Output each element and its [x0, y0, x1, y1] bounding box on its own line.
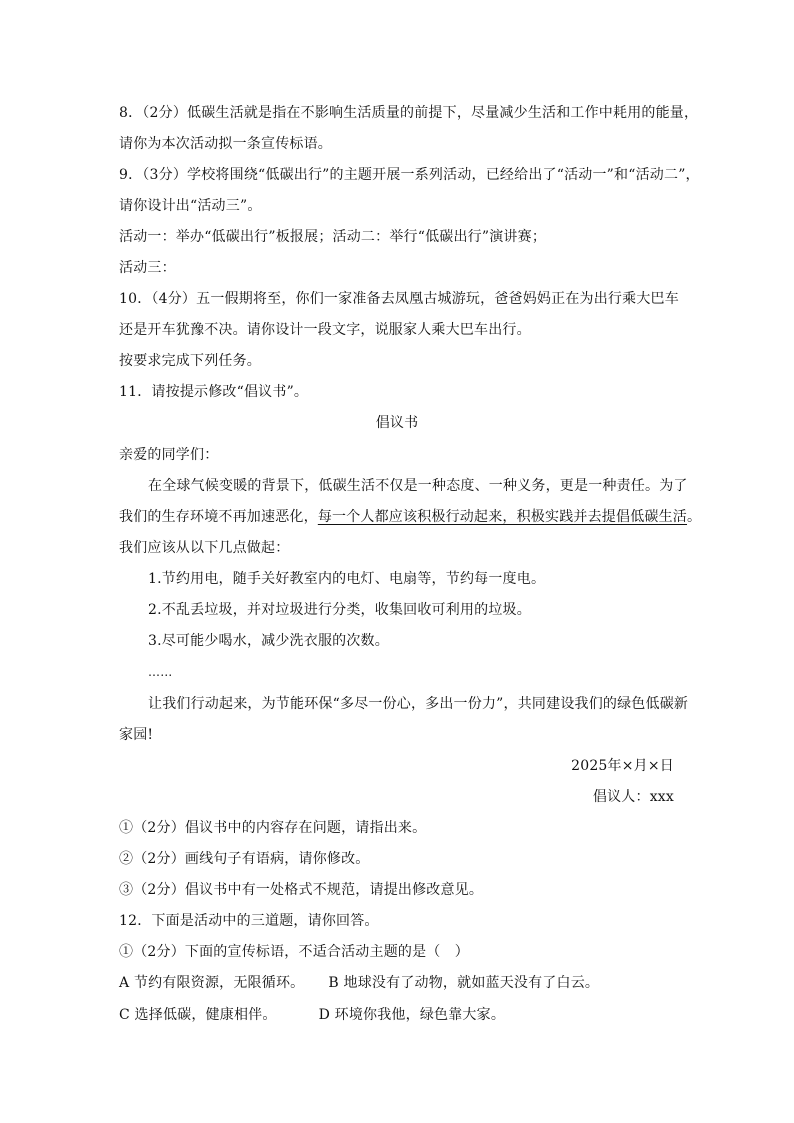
- letter-item-2: 2.不乱丢垃圾，并对垃圾进行分类，收集回收可利用的垃圾。: [148, 602, 531, 618]
- q9-line2: 请你设计出“活动三”。: [119, 198, 262, 214]
- q11-sub1: ①（2分）倡议书中的内容存在问题，请指出来。: [119, 820, 427, 836]
- q10-line2: 还是开车犹豫不决。请你设计一段文字，说服家人乘大巴车出行。: [119, 322, 531, 338]
- letter-p1-line2-end: 。: [687, 509, 702, 525]
- option-d: D 环境你我他，绿色靠大家。: [318, 1007, 506, 1023]
- q12-stem: 12．下面是活动中的三道题，请你回答。: [119, 913, 379, 929]
- q11-stem: 11．请按提示修改“倡议书”。: [119, 384, 309, 400]
- letter-p1-line3: 我们应该从以下几点做起：: [119, 540, 290, 556]
- letter-date: 2025年×月×日: [571, 758, 674, 774]
- q9-line1: 9．（3分）学校将围绕“低碳出行”的主题开展一系列活动，已经给出了“活动一”和“活动二”，: [119, 167, 700, 183]
- letter-closing-line2: 家园!: [119, 727, 154, 743]
- letter-closing-line1: 让我们行动起来，为节能环保“多尽一份心，多出一份力”，共同建设我们的绿色低碳新: [148, 696, 689, 712]
- option-c: C 选择低碳，健康相伴。: [119, 1007, 277, 1023]
- letter-p1-line1: 在全球气候变暖的背景下，低碳生活不仅是一种态度、一种义务，更是一种责任。为了: [148, 478, 688, 494]
- letter-ellipsis: ……: [148, 665, 173, 679]
- letter-p1-line2-plain: 我们的生存环境不再加速恶化，: [119, 509, 318, 525]
- q12-options-cd: [119, 1005, 505, 1025]
- q9-activities: 活动一：举办“低碳出行”板报展；活动二：举行“低碳出行”演讲赛；: [119, 229, 547, 245]
- q12-sub1: ①（2分）下面的宣传标语，不适合活动主题的是（ ）: [119, 944, 469, 960]
- letter-p1-line2: [119, 507, 701, 527]
- q11-sub2: ②（2分）画线句子有语病，请你修改。: [119, 851, 370, 867]
- q8-line1: 8．（2分）低碳生活就是指在不影响生活质量的前提下，尽量减少生活和工作中耗用的能量，: [119, 105, 699, 121]
- letter-item-1: 1.节约用电，随手关好教室内的电灯、电扇等，节约每一度电。: [148, 571, 546, 587]
- option-a: A 节约有限资源，无限循环。: [119, 975, 305, 991]
- letter-title: 倡议书: [375, 415, 419, 431]
- underlined-sentence: 每一个人都应该积极行动起来，积极实践并去提倡低碳生活: [317, 509, 688, 525]
- q12-options-ab: [119, 973, 599, 993]
- q10-line1: 10．（4分）五一假期将至，你们一家准备去凤凰古城游玩，爸爸妈妈正在为出行乘大巴车: [119, 291, 679, 307]
- letter-item-3: 3.尽可能少喝水，减少洗衣服的次数。: [148, 633, 389, 649]
- q9-activity3: 活动三：: [119, 260, 176, 276]
- q8-line2: 请你为本次活动拟一条宣传标语。: [119, 136, 332, 152]
- letter-signer: 倡议人：xxx: [592, 789, 674, 805]
- q11-sub3: ③（2分）倡议书中有一处格式不规范，请提出修改意见。: [119, 882, 484, 898]
- task-intro: 按要求完成下列任务。: [119, 353, 261, 369]
- letter-greeting: 亲爱的同学们：: [119, 447, 219, 463]
- option-b: B 地球没有了动物，就如蓝天没有了白云。: [328, 975, 600, 991]
